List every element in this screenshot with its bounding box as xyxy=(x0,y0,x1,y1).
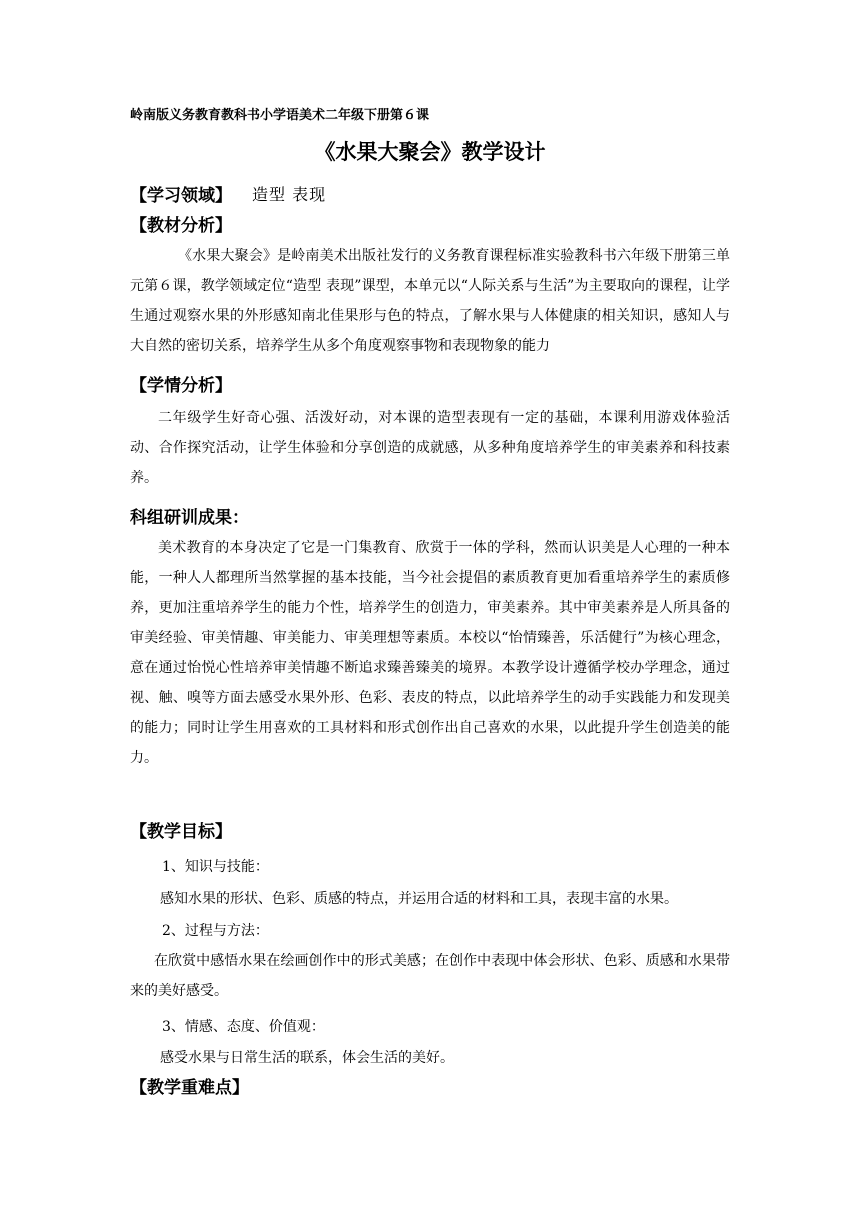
section-heading-material: 【教材分析】 xyxy=(130,216,232,236)
goal-3-title: 3、情感、态度、价值观： xyxy=(162,1019,325,1035)
goal-3-text: 感受水果与日常生活的联系，体会生活的美好。 xyxy=(160,1050,454,1066)
document-title: 《水果大聚会》教学设计 xyxy=(314,140,546,164)
goal-2-title: 2、过程与方法： xyxy=(162,923,269,939)
goal-2-text: 在欣赏中感悟水果在绘画创作中的形式美感；在创作中表现中体会形状、色彩、质感和水果带来的美好感受。 xyxy=(130,953,730,999)
section-heading-research: 科组研训成果： xyxy=(130,508,249,528)
section-heading-students: 【学情分析】 xyxy=(130,376,232,396)
material-paragraph: 《水果大聚会》是岭南美术出版社发行的义务教育课程标准实验教科书六年级下册第三单元第６课，教学领域定位“造型 表现”课型，本单元以“人际关系与生活”为主要取向的课程，让学生通过观察水果的外形感知南北佳果形与色的特点，了解水果与人体健康的相关知识，感知人与大自然的密切关系，培养学生从多个角度观察事物和表现物象的能力 xyxy=(130,248,730,354)
document-subtitle: 岭南版义务教育教科书小学语美术二年级下册第６课 xyxy=(130,108,430,123)
section-heading-keypoints: 【教学重难点】 xyxy=(130,1078,249,1098)
domain-value: 造型 表现 xyxy=(252,185,327,204)
research-paragraph: 美术教育的本身决定了它是一门集教育、欣赏于一体的学科，然而认识美是人心理的一种本能，一种人人都理所当然掌握的基本技能，当今社会提倡的素质教育更加看重培养学生的素质修养，更加注重培养学生的能力个性，培养学生的创造力，审美素养。其中审美素养是人所具备的审美经验、审美情趣、审美能力、审美理想等素质。本校以“怡情臻善，乐活健行”为核心理念，意在通过怡悦心性培养审美情趣不断追求臻善臻美的境界。本教学设计遵循学校办学理念，通过视、触、嗅等方面去感受水果外形、色彩、表皮的特点，以此培养学生的动手实践能力和发现美的能力；同时让学生用喜欢的工具材料和形式创作出自己喜欢的水果，以此提升学生创造美的能力。 xyxy=(130,540,730,766)
goal-1-text: 感知水果的形状、色彩、质感的特点，并运用合适的材料和工具，表现丰富的水果。 xyxy=(160,891,678,907)
students-paragraph: 二年级学生好奇心强、活泼好动，对本课的造型表现有一定的基础，本课利用游戏体验活动、合作探究活动，让学生体验和分享创造的成就感，从多种角度培养学生的审美素养和科技素养。 xyxy=(130,410,730,486)
section-heading-goals: 【教学目标】 xyxy=(130,822,232,842)
section-heading-domain: 【学习领域】 xyxy=(130,186,232,206)
goal-1-title: 1、知识与技能： xyxy=(162,859,269,875)
